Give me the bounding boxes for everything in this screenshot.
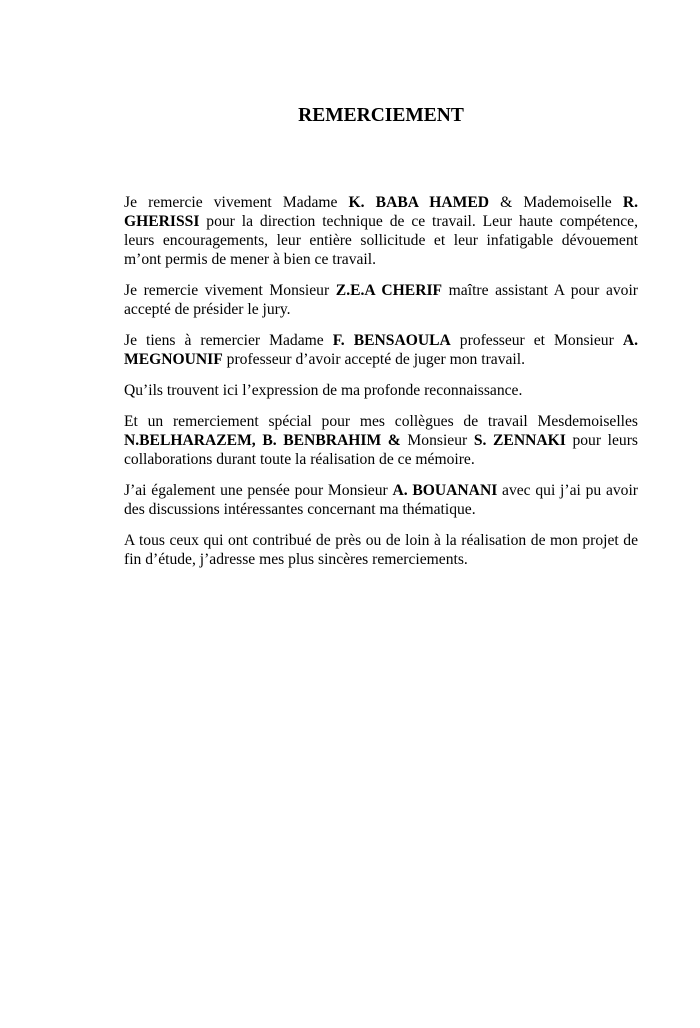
paragraph: [124, 281, 638, 319]
paragraph: [124, 331, 638, 369]
paragraph-text: Je remercie vivement Monsieur: [124, 282, 336, 299]
paragraph-text: Monsieur: [400, 432, 474, 449]
paragraph-text: pour leurs collaborations durant toute la réalisation de ce mémoire.: [124, 432, 638, 468]
paragraph: [124, 381, 638, 400]
paragraph: [124, 481, 638, 519]
acknowledgement-body: [124, 193, 638, 569]
paragraph: [124, 412, 638, 469]
person-name: F. BENSAOULA: [332, 332, 451, 349]
paragraph: [124, 531, 638, 569]
paragraph-text: avec qui j’ai pu avoir des discussions intéressantes concernant ma thématique.: [124, 482, 638, 518]
paragraph-text: professeur et Monsieur: [450, 332, 623, 349]
paragraph-text: maître assistant A pour avoir accepté de présider le jury.: [124, 282, 638, 318]
paragraph-text: Je tiens à remercier Madame: [124, 332, 333, 349]
person-name: S. ZENNAKI: [473, 432, 566, 449]
paragraph-text: Qu’ils trouvent ici l’expression de ma profonde reconnaissance.: [124, 382, 523, 399]
paragraph-text: Je remercie vivement Madame: [124, 194, 349, 211]
person-name: N.BELHARAZEM, B. BENBRAHIM &: [124, 432, 401, 449]
paragraph-text: A tous ceux qui ont contribué de près ou de loin à la réalisation de mon projet de fin d’étude, j’adresse mes plus sincères remerciements.: [124, 532, 638, 568]
person-name: Z.E.A CHERIF: [335, 282, 443, 299]
paragraph-text: professeur d’avoir accepté de juger mon travail.: [222, 351, 525, 368]
person-name: A. BOUANANI: [392, 482, 498, 499]
document-page: [124, 104, 638, 581]
person-name: K. BABA HAMED: [348, 194, 490, 211]
paragraph-text: pour la direction technique de ce travail. Leur haute compétence, leurs encouragements, leur entière sollicitude et leur infatigable dévouement m’ont permis de mener à bien ce travail.: [124, 213, 638, 268]
paragraph: [124, 193, 638, 269]
paragraph-text: J’ai également une pensée pour Monsieur: [124, 482, 393, 499]
person-name: A. MEGNOUNIF: [124, 332, 638, 368]
page-title: REMERCIEMENT: [298, 105, 464, 126]
paragraph-text: Et un remerciement spécial pour mes collègues de travail Mesdemoiselles: [124, 413, 638, 430]
paragraph-text: & Mademoiselle: [489, 194, 623, 211]
person-name: R. GHERISSI: [124, 194, 638, 230]
